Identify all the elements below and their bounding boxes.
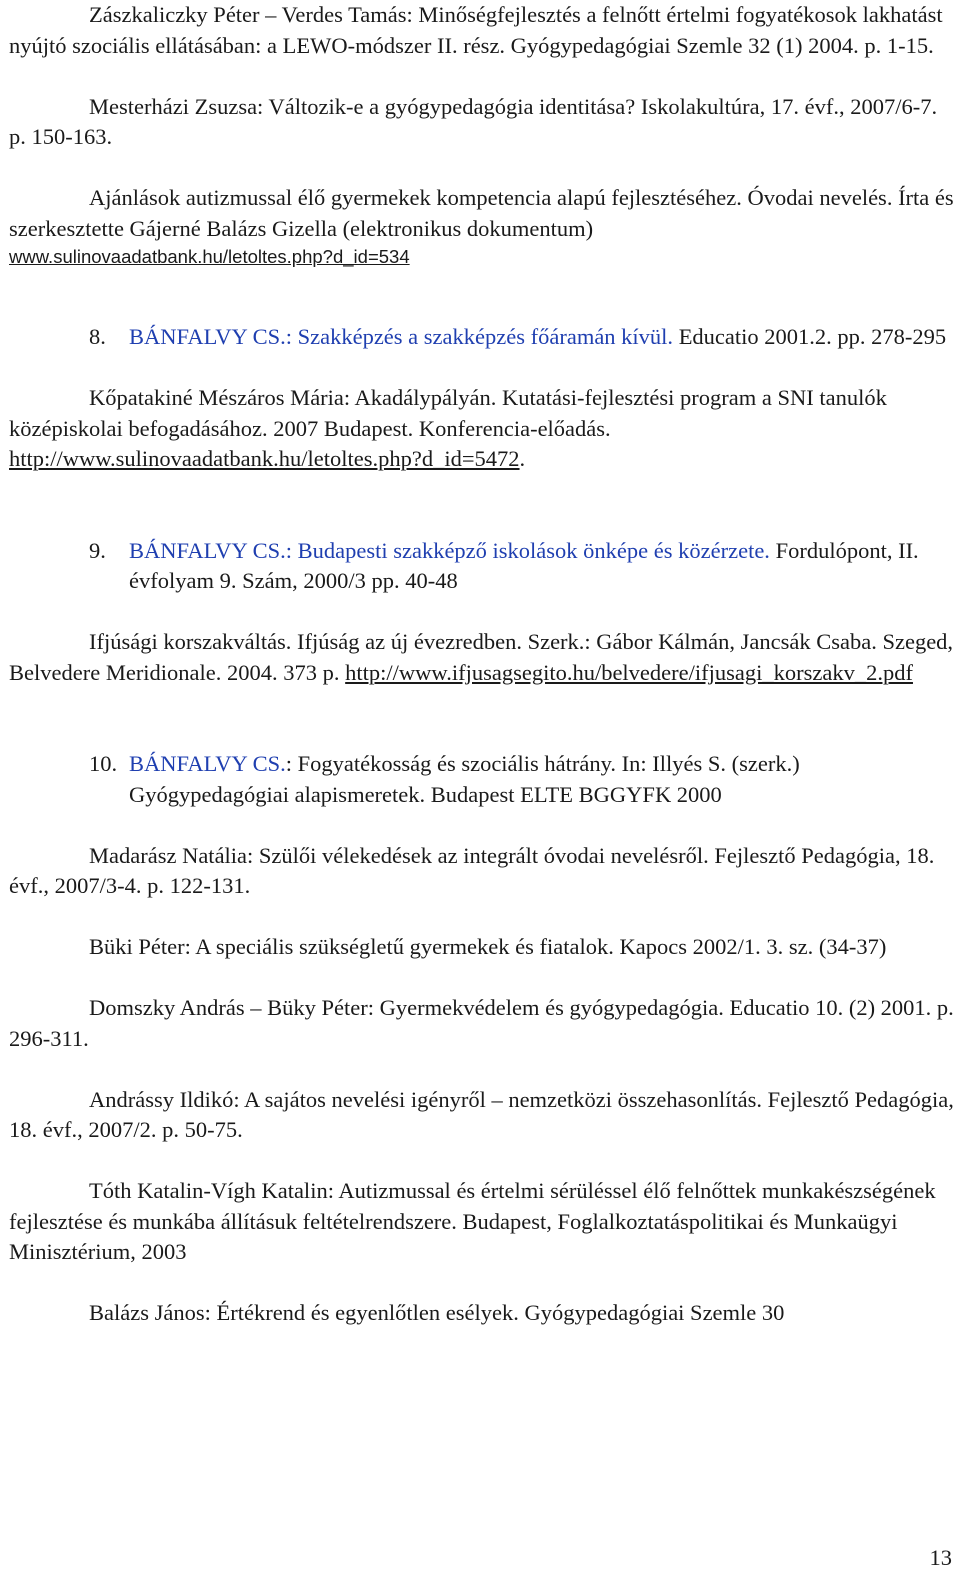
reference-text: Mesterházi Zsuzsa: Változik-e a gyógypedagógia identitása? Iskolakultúra, 17. évf., 2007/6-7. p. 150-163. (9, 93, 938, 149)
author-name: BÁNFALVY CS. (129, 751, 286, 776)
page-number: 13 (929, 1545, 952, 1570)
sulinova-link-534[interactable]: www.sulinovaadatbank.hu/letoltes.php?d_id=534 (9, 246, 410, 267)
list-number: 9. (89, 537, 106, 563)
publication-details: Educatio 2001.2. pp. 278-295 (673, 324, 947, 349)
author-name: BÁNFALVY CS. (129, 537, 286, 563)
publication-details: : Fogyatékosság és szociális hátrány. In: Illyés S. (szerk.) Gyógypedagógiai alapismeretek. Budapest ELTE BGGYFK 2000 (129, 751, 800, 807)
list-number: 10. (89, 751, 118, 776)
reference-ajanlasok (9, 183, 954, 270)
reference-toth (9, 1176, 954, 1268)
reference-madarasz (9, 841, 954, 902)
reference-text: Balázs János: Értékrend és egyenlőtlen esélyek. Gyógypedagógiai Szemle 30 (89, 1300, 785, 1325)
ifjusagsegito-link[interactable]: http://www.ifjusagsegito.hu/belvedere/ifjusagi_korszakv_2.pdf (345, 659, 913, 685)
list-item-9 (9, 536, 954, 597)
reference-text: Ajánlások autizmussal élő gyermekek kompetencia alapú fejlesztéséhez. Óvodai nevelés. Írta és szerkesztette Gájerné Balázs Gizella (elektronikus dokumentum) (9, 185, 954, 241)
reference-text: Kőpatakiné Mészáros Mária: Akadálypályán. Kutatási-fejlesztési program a SNI tanulók középiskolai befogadásához. 2007 Budapest. Konferencia-előadás. (9, 385, 887, 441)
list-item-10 (9, 749, 954, 810)
list-item-8 (9, 322, 954, 353)
reference-text: Büki Péter: A speciális szükségletű gyermekek és fiatalok. Kapocs 2002/1. 3. sz. (34-37) (89, 934, 887, 959)
reference-end: . (519, 446, 526, 471)
reference-zaszkaliczky (9, 0, 954, 61)
publication-details: Fordulópont, II. évfolyam 9. Szám, 2000/3 pp. 40-48 (129, 537, 919, 593)
reference-text: Andrássy Ildikó: A sajátos nevelési igényről – nemzetközi összehasonlítás. Fejlesztő Pedagógia, 18. évf., 2007/2. p. 50-75. (9, 1086, 954, 1142)
author-name: BÁNFALVY CS. (129, 324, 286, 349)
reference-kopatakine (9, 383, 954, 475)
reference-text: Tóth Katalin-Vígh Katalin: Autizmussal és értelmi sérüléssel élő felnőttek munkakészségének fejlesztése és munkába állításuk feltételrendszere. Budapest, Foglalkoztatáspolitikai és Munkaügyi Minisztérium, 2003 (9, 1178, 936, 1264)
reference-domszky (9, 993, 954, 1054)
reference-andrassy (9, 1085, 954, 1146)
work-title: : Szakképzés a szakképzés főáramán kívül. (285, 324, 674, 349)
list-number: 8. (89, 324, 106, 349)
work-title: : Budapesti szakképző iskolások önképe és közérzete. (285, 537, 770, 563)
reference-text: Ifjúsági korszakváltás. Ifjúság az új évezredben. Szerk.: Gábor Kálmán, Jancsák Csaba. Szeged, Belvedere Meridionale. 2004. 373 p. (9, 629, 954, 685)
document-page (9, 0, 954, 1329)
sulinova-link-5472[interactable]: http://www.sulinovaadatbank.hu/letoltes.php?d_id=5472 (9, 446, 520, 471)
reference-balazs (9, 1298, 954, 1329)
reference-buki (9, 932, 954, 963)
reference-text: Zászkaliczky Péter – Verdes Tamás: Minőségfejlesztés a felnőtt értelmi fogyatékosok lakhatást nyújtó szociális ellátásában: a LEWO-módszer II. rész. Gyógypedagógiai Szemle 32 (1) 2004. p. 1-15. (9, 2, 943, 58)
reference-text: Madarász Natália: Szülői vélekedések az integrált óvodai nevelésről. Fejlesztő Pedagógia, 18. évf., 2007/3-4. p. 122-131. (9, 842, 935, 898)
reference-text: Domszky András – Büky Péter: Gyermekvédelem és gyógypedagógia. Educatio 10. (2) 2001. p. 296-311. (9, 995, 954, 1051)
reference-mesterhazi (9, 92, 954, 153)
reference-ifjusagi (9, 627, 954, 688)
